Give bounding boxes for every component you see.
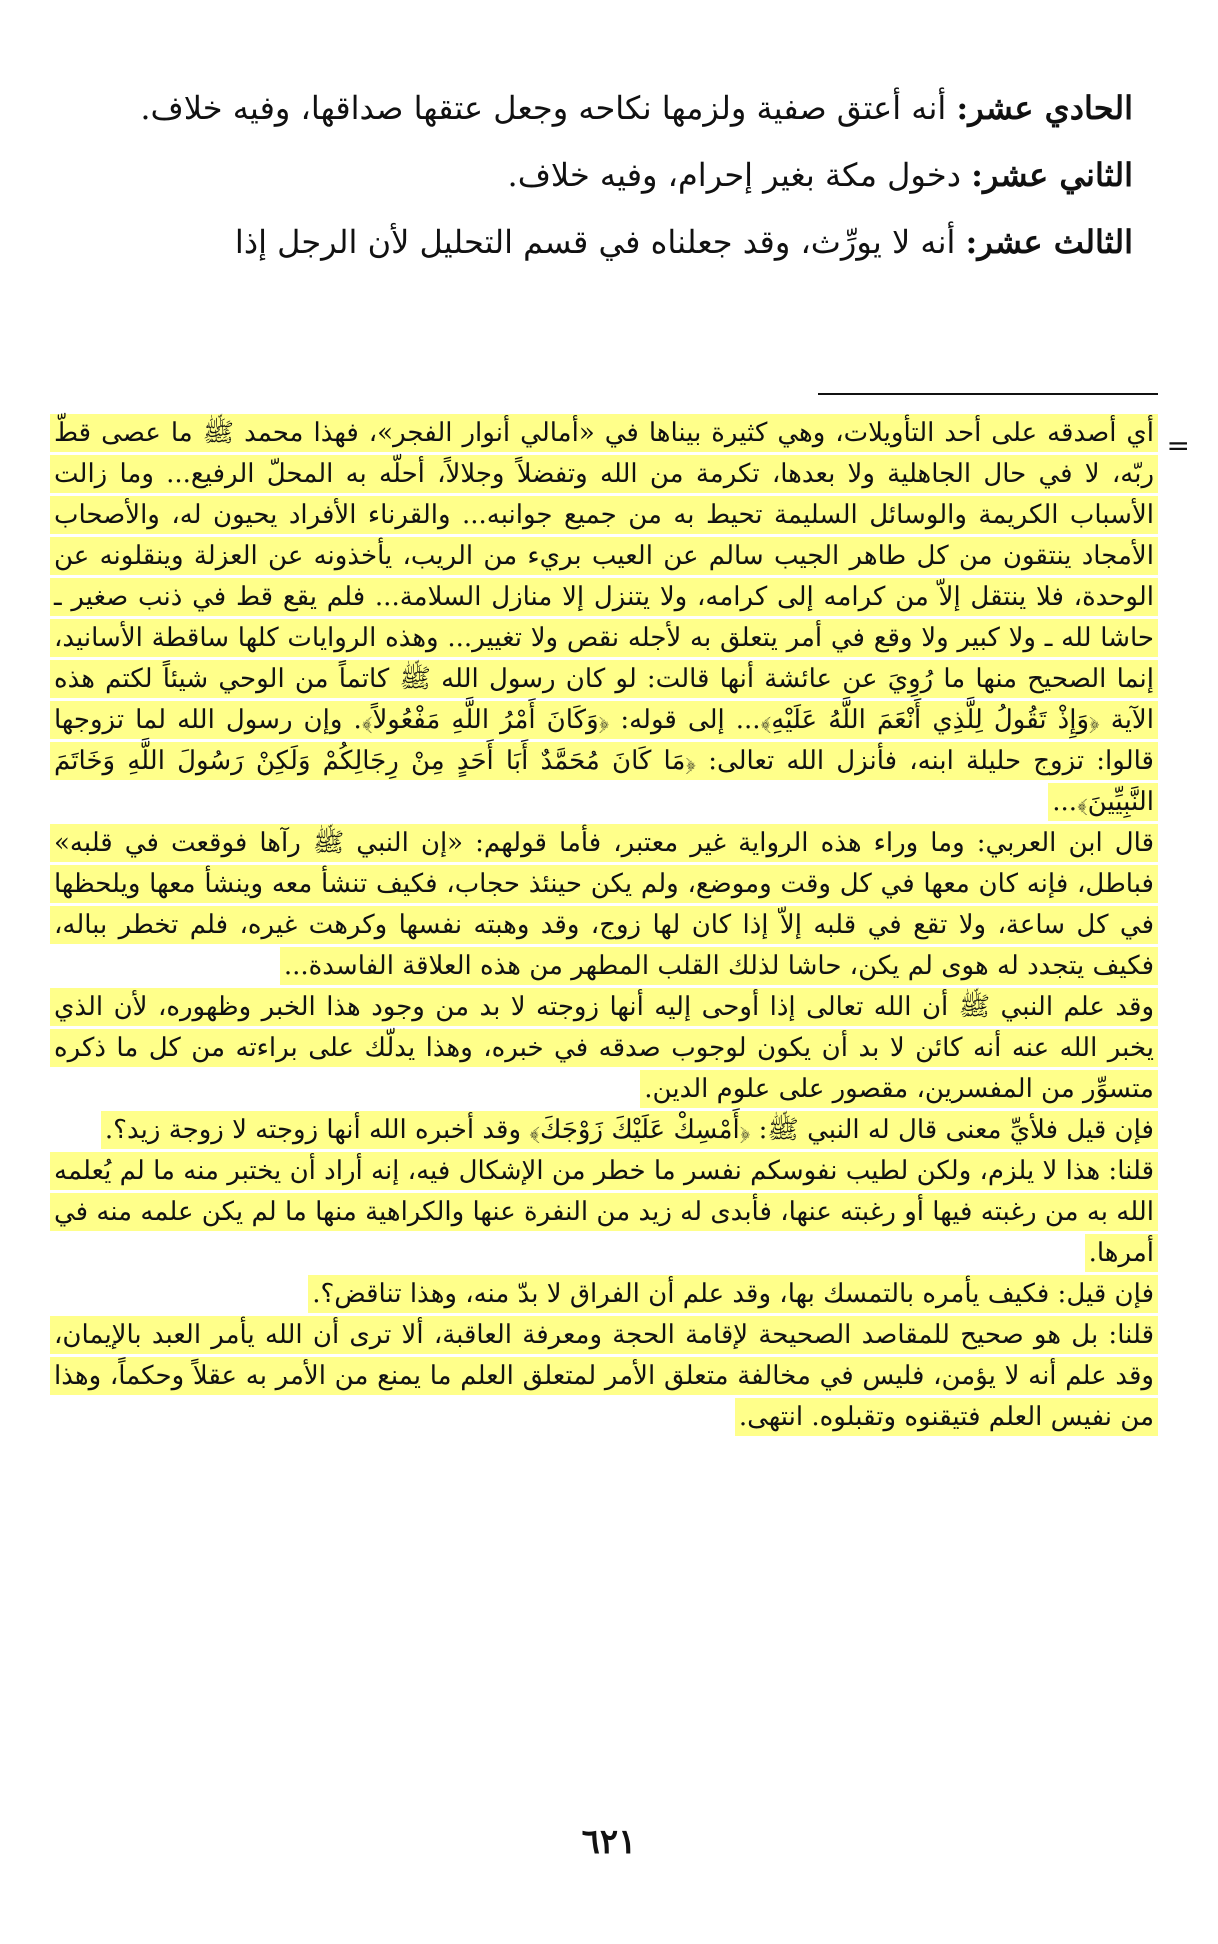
- footnote-paragraph: [50, 823, 1158, 987]
- item-eleven: [60, 75, 1133, 142]
- highlighted-text: قلنا: بل هو صحيح للمقاصد الصحيحة لإقامة الحجة ومعرفة العاقبة، ألا ترى أن الله يأمر العبد بالإيمان، وقد علم أنه لا يؤمن، فليس في مخالفة متعلق الأمر لمتعلق العلم ما يمنع من الأمر به عقلاً وحكماً، وهذا من نفيس العلم فتيقنوه وتقبلوه. انتهى.: [50, 1316, 1158, 1436]
- item-thirteen-label: الثالث عشر:: [965, 223, 1133, 261]
- footnote-block: [50, 413, 1158, 1438]
- footnote-paragraph: [50, 1151, 1158, 1274]
- main-text: [60, 75, 1133, 276]
- item-thirteen: [60, 209, 1133, 276]
- item-twelve-text: دخول مكة بغير إحرام، وفيه خلاف.: [507, 156, 972, 194]
- footnote-paragraph: [50, 413, 1158, 823]
- item-thirteen-text: أنه لا يورِّث، وقد جعلناه في قسم التحليل لأن الرجل إذا: [234, 223, 966, 261]
- footnote-paragraph: [50, 1315, 1158, 1438]
- footnote-paragraph: [50, 1274, 1158, 1315]
- footnote-paragraph: [50, 987, 1158, 1110]
- footnote-paragraph: [50, 1110, 1158, 1151]
- item-twelve-label: الثاني عشر:: [971, 156, 1133, 194]
- highlighted-text: فإن قيل فلأيِّ معنى قال له النبي ﷺ: ﴿أَمْسِكْ عَلَيْكَ زَوْجَكَ﴾ وقد أخبره الله أنها زوجته لا زوجة زيد؟.: [101, 1111, 1158, 1149]
- highlighted-text: قال ابن العربي: وما وراء هذه الرواية غير معتبر، فأما قولهم: «إن النبي ﷺ رآها فوقعت في قلبه» فباطل، فإنه كان معها في كل وقت وموضع، ولم يكن حينئذ حجاب، فكيف تنشأ معه وينشأ معها ويلحظها في كل ساعة، ولا تقع في قلبه إلاّ إذا كان لها زوج، وقد وهبته نفسها وكرهت غيره، فلم تخطر بباله، فكيف يتجدد له هوى لم يكن، حاشا لذلك القلب المطهر من هذه العلاقة الفاسدة...: [50, 824, 1158, 985]
- highlighted-text: قلنا: هذا لا يلزم، ولكن لطيب نفوسكم نفسر ما خطر من الإشكال فيه، إنه أراد أن يختبر منه ما لم يُعلمه الله به من رغبته فيها أو رغبته عنها، فأبدى له زيد من النفرة عنها والكراهية منها ما لم يكن علمه منه في أمرها.: [50, 1152, 1158, 1272]
- highlighted-text: فإن قيل: فكيف يأمره بالتمسك بها، وقد علم أن الفراق لا بدّ منه، وهذا تناقض؟.: [308, 1275, 1158, 1313]
- item-eleven-label: الحادي عشر:: [956, 89, 1133, 127]
- footnote-separator: [818, 393, 1158, 395]
- page-number: ٦٢١: [581, 1822, 637, 1862]
- highlighted-text: وقد علم النبي ﷺ أن الله تعالى إذا أوحى إليه أنها زوجته لا بد من وجود هذا الخبر وظهوره، لأن الذي يخبر الله عنه أنه كائن لا بد أن يكون لوجوب صدقه في خبره، وهذا يدلّك على براءته من كل ما ذكره متسوِّر من المفسرين، مقصور على علوم الدين.: [50, 988, 1158, 1108]
- item-twelve: [60, 142, 1133, 209]
- highlighted-text: أي أصدقه على أحد التأويلات، وهي كثيرة بيناها في «أمالي أنوار الفجر»، فهذا محمد ﷺ ما عصى قطّ ربّه، لا في حال الجاهلية ولا بعدها، تكرمة من الله وتفضلاً وجلالاً، أحلّه به المحلّ الرفيع... وما زالت الأسباب الكريمة والوسائل السليمة تحيط به من جميع جوانبه... والقرناء الأفراد يحيون له، والأصحاب الأمجاد ينتقون من كل طاهر الجيب سالم عن العيب بريء من الريب، يأخذونه عن العزلة وينقلونه عن الوحدة، فلا ينتقل إلاّ من كرامه إلى كرامه، ولا يتنزل إلا منازل السلامة... فلم يقع قط في ذنب صغير ـ حاشا لله ـ ولا كبير ولا وقع في أمر يتعلق به لأجله نقص ولا تغيير... وهذه الروايات كلها ساقطة الأسانيد، إنما الصحيح منها ما رُوِيَ عن عائشة أنها قالت: لو كان رسول الله ﷺ كاتماً من الوحي شيئاً لكتم هذه الآية ﴿وَإِذْ تَقُولُ لِلَّذِي أَنْعَمَ اللَّهُ عَلَيْهِ﴾... إلى قوله: ﴿وَكَانَ أَمْرُ اللَّهِ مَفْعُولاً﴾. وإن رسول الله لما تزوجها قالوا: تزوج حليلة ابنه، فأنزل الله تعالى: ﴿مَا كَانَ مُحَمَّدٌ أَبَا أَحَدٍ مِنْ رِجَالِكُمْ وَلَكِنْ رَسُولَ اللَّهِ وَخَاتَمَ النَّبِيِّينَ﴾...: [50, 414, 1158, 821]
- item-eleven-text: أنه أعتق صفية ولزمها نكاحه وجعل عتقها صداقها، وفيه خلاف.: [140, 89, 957, 127]
- footnote-continuation-mark: =: [1166, 429, 1190, 462]
